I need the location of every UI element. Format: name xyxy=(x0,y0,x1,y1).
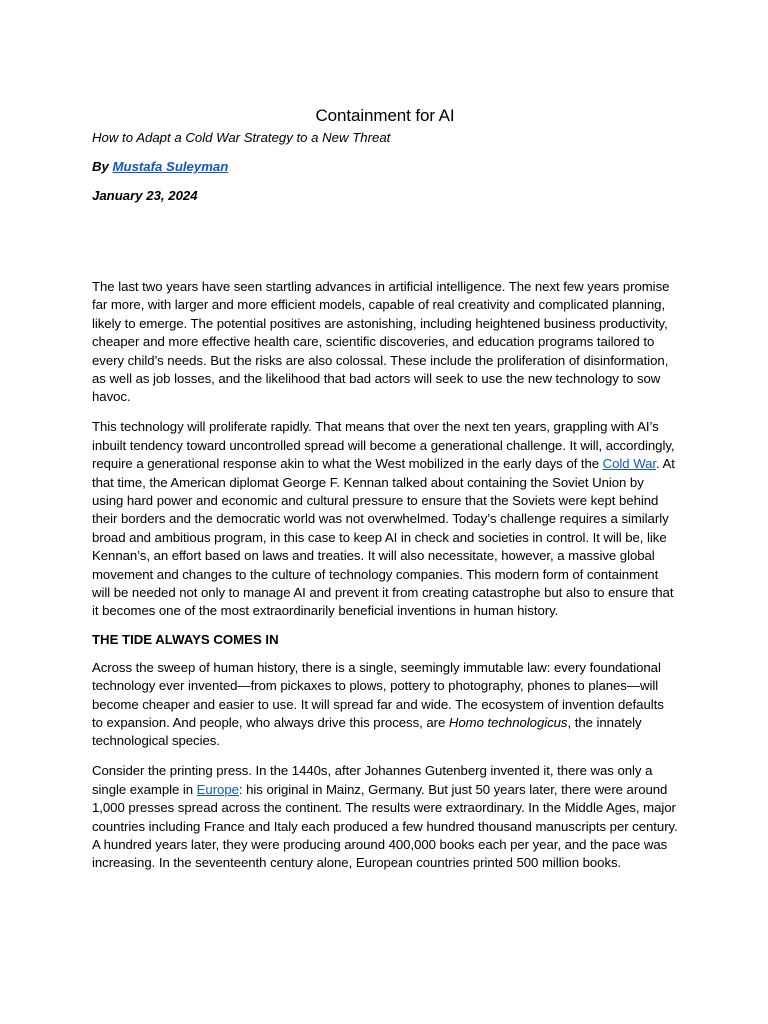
paragraph-2-text-a: This technology will proliferate rapidly. That means that over the next ten years, grappling with AI’s inbuilt tendency toward uncontrolled spread will become a generational challenge. It will, accordingly, require a generational response akin to what the West mobilized in the early days of the xyxy=(92,419,675,472)
article-subtitle: How to Adapt a Cold War Strategy to a New Threat xyxy=(92,130,391,145)
paragraph-3-italic: Homo technologicus xyxy=(448,715,568,731)
paragraph-4 xyxy=(92,762,678,872)
paragraph-3-text-b: , the innately technological species. xyxy=(92,715,642,749)
section-heading: THE TIDE ALWAYS COMES IN xyxy=(92,632,279,648)
publication-date: January 23, 2024 xyxy=(92,188,198,203)
europe-link[interactable]: Europe xyxy=(196,781,239,797)
byline-prefix: By xyxy=(92,159,113,174)
cold-war-link[interactable]: Cold War xyxy=(602,456,656,472)
paragraph-2 xyxy=(92,418,678,620)
paragraph-3 xyxy=(92,659,678,751)
article-title: Containment for AI xyxy=(315,106,455,125)
paragraph-1: The last two years have seen startling advances in artificial intelligence. The next few years promise far more, with larger and more efficient models, capable of real creativity and complicated planning, likely to emerge. The potential positives are astonishing, including heightened business productivity, cheaper and more effective health care, scientific discoveries, and education programs tailored to every child’s needs. But the risks are also colossal. These include the proliferation of disinformation, as well as job losses, and the likelihood that bad actors will seek to use the new technology to sow havoc. xyxy=(92,279,670,405)
paragraph-3-text-a: Across the sweep of human history, there is a single, seemingly immutable law: every foundational technology ever invented—from pickaxes to plows, pottery to photography, phones to planes—will become cheaper and easier to use. It will spread far and wide. The ecosystem of invention defaults to expansion. And people, who always drive this process, are xyxy=(92,659,664,731)
paragraph-2-text-b: . At that time, the American diplomat George F. Kennan talked about containing the Soviet Union by using hard power and economic and cultural pressure to ensure that the Soviets were kept behind their borders and the democratic world was not overwhelmed. Today’s challenge requires a similarly broad and ambitious program, in this case to keep AI in check and societies in control. It will be, like Kennan’s, an effort based on laws and treaties. It will also necessitate, however, a massive global movement and changes to the culture of technology companies. This modern form of containment will be needed not only to manage AI and prevent it from creating catastrophe but also to ensure that it becomes one of the most extraordinarily beneficial inventions in human history. xyxy=(92,456,675,619)
byline xyxy=(92,159,678,174)
paragraph-4-text-b: : his original in Mainz, Germany. But just 50 years later, there were around 1,000 presses spread across the continent. The results were extraordinary. In the Middle Ages, major countries including France and Italy each produced a few hundred thousand manuscripts per century. A hundred years later, they were producing around 400,000 books each per year, and the pace was increasing. In the seventeenth century alone, European countries printed 500 million books. xyxy=(92,781,678,871)
article xyxy=(92,106,678,884)
author-link[interactable]: Mustafa Suleyman xyxy=(112,159,229,174)
paragraph-4-text-a: Consider the printing press. In the 1440s, after Johannes Gutenberg invented it, there was only a single example in xyxy=(92,763,653,797)
